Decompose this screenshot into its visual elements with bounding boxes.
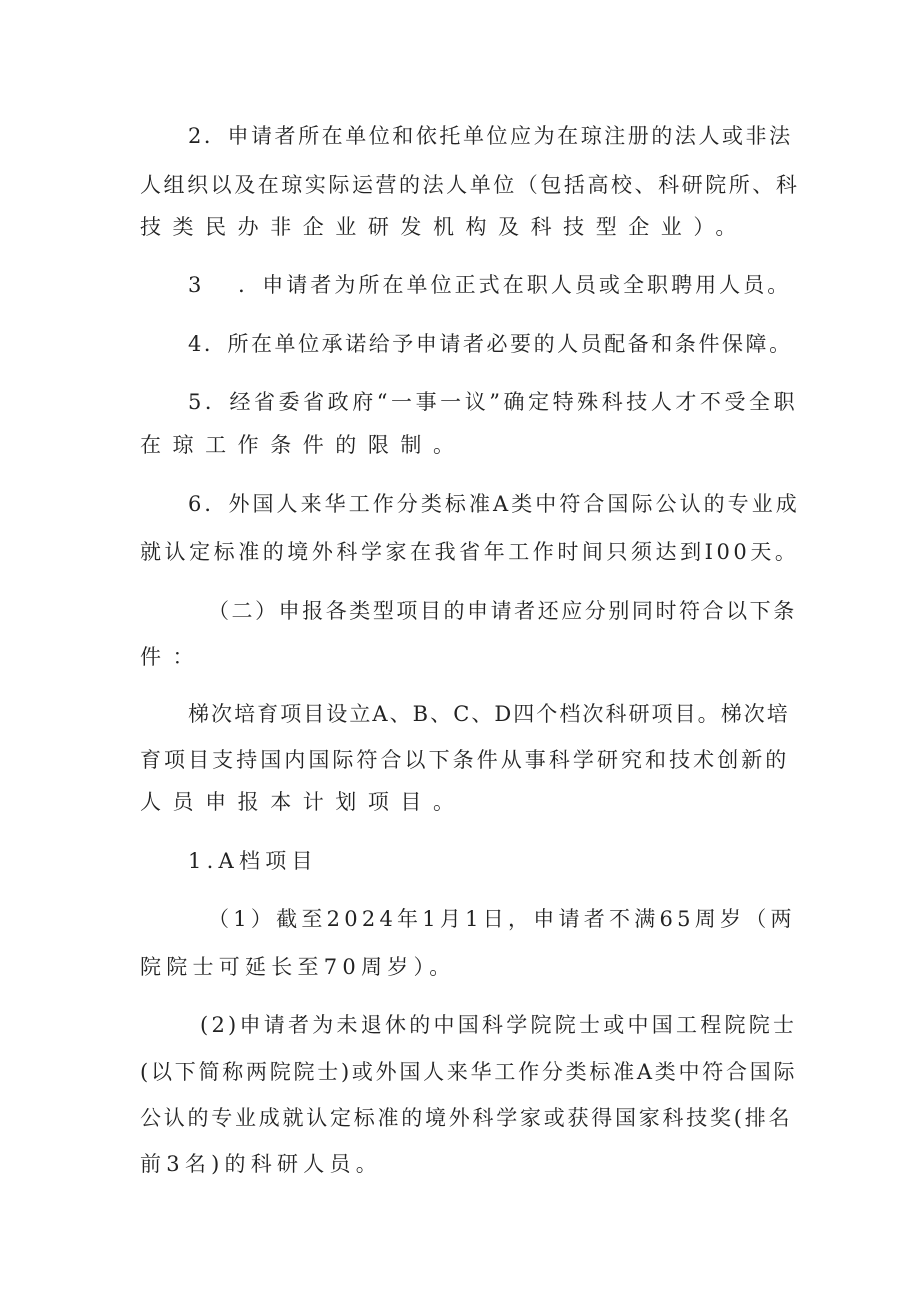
text-line: (以下简称两院院士)或外国人来华工作分类标准A类中符合国际 (140, 1060, 798, 1084)
text-line: 3 ．申请者为所在单位正式在职人员或全职聘用人员。 (188, 273, 792, 297)
text-line: 6．外国人来华工作分类标准A类中符合国际公认的专业成 (188, 492, 800, 516)
text-line: 人员申报本计划项目。 (140, 790, 466, 814)
text-line: 梯次培育项目设立A、B、C、D四个档次科研项目。梯次培 (188, 702, 790, 726)
text-line: 件： (140, 645, 206, 669)
text-line: 育项目支持国内国际符合以下条件从事科学研究和技术创新的 (140, 748, 790, 772)
text-line: 公认的专业成就认定标准的境外科学家或获得国家科技奖(排名 (140, 1106, 793, 1130)
text-line: 1.A档项目 (188, 849, 318, 873)
text-line: 人组织以及在琼实际运营的法人单位（包括高校、科研院所、科 (140, 173, 800, 197)
text-line: 在琼工作条件的限制。 (140, 433, 466, 457)
text-line: 技类民办非企业研发机构及科技型企业）。 (140, 215, 748, 239)
text-line: (2)申请者为未退休的中国科学院院士或中国工程院院士 (200, 1013, 798, 1037)
text-line: 前3名)的科研人员。 (140, 1152, 383, 1176)
text-line: （二）申报各类型项目的申请者还应分别同时符合以下条 (208, 599, 797, 623)
text-line: 4．所在单位承诺给予申请者必要的人员配备和条件保障。 (188, 332, 793, 356)
text-line: 2．申请者所在单位和依托单位应为在琼注册的法人或非法 (188, 124, 793, 148)
text-line: （1）截至2024年1月1日，申请者不满65周岁（两 (208, 907, 796, 931)
text-line: 院院士可延长至70周岁）。 (140, 955, 456, 979)
text-line: 5．经省委省政府“一事一议”确定特殊科技人才不受全职 (188, 390, 799, 414)
text-line: 就认定标准的境外科学家在我省年工作时间只须达到I00天。 (140, 540, 800, 564)
